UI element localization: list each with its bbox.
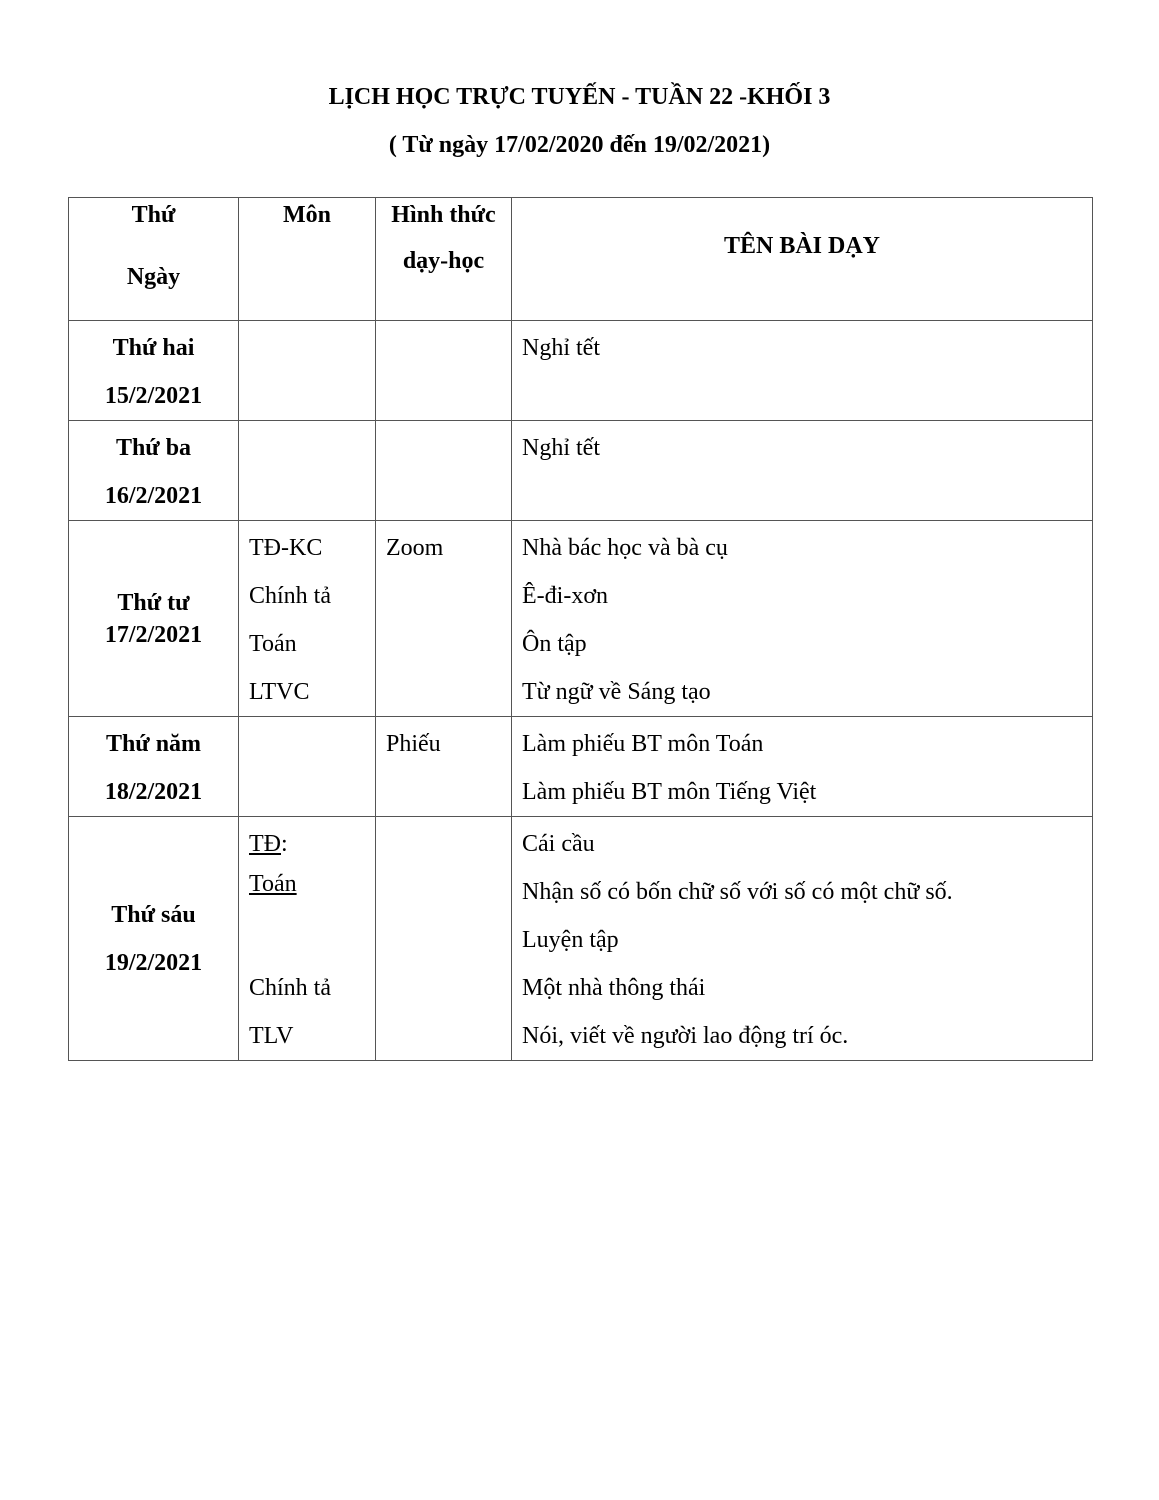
day-cell — [69, 421, 239, 521]
day-cell — [69, 817, 239, 1061]
table-header-row — [69, 198, 1093, 321]
method-cell — [376, 817, 512, 1061]
lesson-item: Nhận số có bốn chữ số với số có một chữ số. — [522, 879, 953, 905]
method-cell — [376, 421, 512, 521]
subject-cell — [239, 421, 376, 521]
lesson-item: Làm phiếu BT môn Tiếng Việt — [522, 779, 817, 805]
lesson-cell — [512, 321, 1093, 421]
header-subject — [239, 198, 376, 321]
subject-item: LTVC — [249, 679, 310, 705]
subject-item: Toán — [249, 871, 297, 897]
lesson-cell — [512, 817, 1093, 1061]
document-title: LỊCH HỌC TRỰC TUYẾN - TUẦN 22 -KHỐI 3 — [328, 84, 831, 110]
lesson-item: Ê-đi-xơn — [522, 583, 609, 609]
day-name: Thứ năm — [105, 731, 202, 757]
table-row — [69, 321, 1093, 421]
lesson-item: Nói, viết về người lao động trí óc. — [522, 1023, 849, 1049]
header-day-label: Thứ — [131, 202, 176, 228]
header-method-label-2: dạy-học — [402, 248, 485, 274]
lesson-item: Luyện tập — [522, 927, 619, 953]
subject-cell — [239, 521, 376, 717]
subject-item: Toán — [249, 631, 297, 657]
subject-item — [249, 820, 375, 868]
subject-cell — [239, 321, 376, 421]
lesson-item: Từ ngữ về Sáng tạo — [522, 679, 711, 705]
lesson-item: Nhà bác học và bà cụ — [522, 535, 728, 561]
day-date: 16/2/2021 — [104, 483, 203, 509]
header-date-label: Ngày — [126, 264, 181, 290]
lesson-item: Làm phiếu BT môn Toán — [522, 731, 764, 757]
table-row — [69, 521, 1093, 717]
method-value: Phiếu — [386, 731, 441, 757]
lesson-item: Nghỉ tết — [522, 435, 600, 461]
header-subject-label: Môn — [283, 202, 331, 228]
subject-cell — [239, 717, 376, 817]
lesson-item: Một nhà thông thái — [522, 975, 706, 1001]
lesson-cell — [512, 717, 1093, 817]
table-row — [69, 717, 1093, 817]
day-cell — [69, 321, 239, 421]
lesson-item: Ôn tập — [522, 631, 587, 657]
lesson-cell — [512, 521, 1093, 717]
day-name: Thứ sáu — [111, 901, 196, 928]
lesson-item: Cái cầu — [522, 831, 595, 857]
day-cell — [69, 521, 239, 717]
day-name: Thứ tư — [117, 589, 190, 616]
method-cell — [376, 321, 512, 421]
lesson-cell — [512, 421, 1093, 521]
schedule-table — [68, 197, 1093, 1061]
header-day — [69, 198, 239, 321]
day-date: 15/2/2021 — [104, 383, 203, 409]
table-row — [69, 817, 1093, 1061]
day-date: 19/2/2021 — [104, 949, 203, 976]
header-lesson — [512, 198, 1093, 321]
method-cell — [376, 717, 512, 817]
subject-td: TĐ — [249, 831, 281, 857]
day-cell — [69, 717, 239, 817]
method-cell — [376, 521, 512, 717]
day-name: Thứ hai — [112, 335, 195, 361]
day-date: 17/2/2021 — [104, 621, 203, 648]
day-date: 18/2/2021 — [104, 779, 203, 805]
method-value: Zoom — [386, 535, 444, 561]
document-subtitle: ( Từ ngày 17/02/2020 đến 19/02/2021) — [388, 132, 771, 158]
subject-item: TLV — [249, 1023, 294, 1049]
table-row — [69, 421, 1093, 521]
subject-colon: : — [281, 831, 288, 857]
subject-item: Chính tả — [249, 583, 331, 609]
subject-item: TĐ-KC — [249, 535, 323, 561]
header-method-label-1: Hình thức — [391, 202, 496, 228]
header-lesson-label: TÊN BÀI DẠY — [723, 232, 881, 259]
subject-cell — [239, 817, 376, 1061]
day-name: Thứ ba — [115, 435, 192, 461]
lesson-item: Nghỉ tết — [522, 335, 600, 361]
header-method — [376, 198, 512, 321]
subject-item: Chính tả — [249, 975, 331, 1001]
